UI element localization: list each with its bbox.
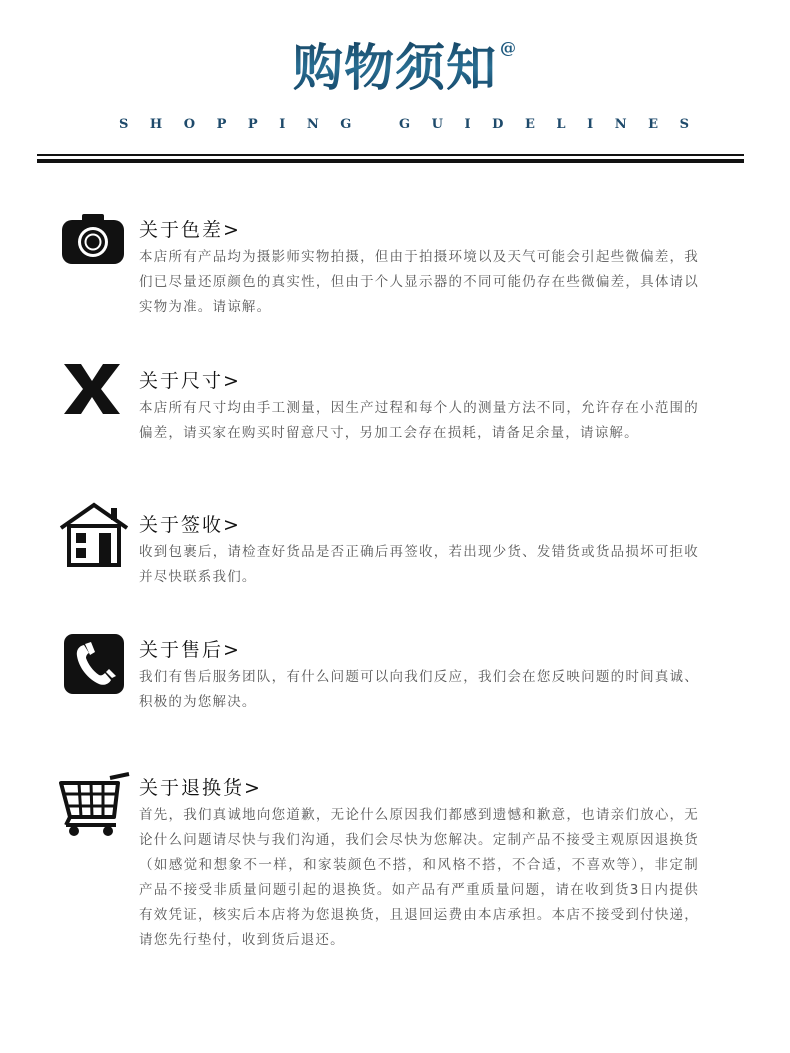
subtitle-letter: U — [431, 117, 443, 132]
subtitle-letter: E — [648, 117, 659, 132]
subtitle-letter: O — [183, 117, 196, 132]
phone-icon — [64, 634, 124, 694]
shopping-cart-icon — [58, 771, 130, 837]
subtitle-letter: D — [492, 117, 504, 132]
subtitle-letter: S — [119, 117, 129, 132]
subtitle-letter: G — [398, 117, 411, 132]
subtitle-spacer — [373, 117, 378, 132]
subtitle-letter: S — [679, 117, 689, 132]
page-subtitle — [119, 117, 689, 132]
section-body: 本店所有产品均为摄影师实物拍摄，但由于拍摄环境以及天气可能会引起些微偏差，我们已尽量还原颜色的真实性，但由于个人显示器的不同可能仍存在些微偏差，具体请以实物为准。请谅解。 — [139, 249, 699, 315]
subtitle-letter: P — [216, 117, 227, 132]
subtitle-letter: I — [279, 117, 286, 132]
section-heading: 关于色差> — [139, 219, 241, 241]
title-mark: @ — [500, 38, 517, 57]
section-body: 我们有售后服务团队，有什么问题可以向我们反应，我们会在您反映问题的时间真诚、积极的为您解决。 — [139, 669, 699, 710]
page-title-text: 购物须知 — [293, 38, 497, 97]
x-mark-icon — [64, 364, 120, 414]
section-body: 首先，我们真诚地向您道歉，无论什么原因我们都感到遗憾和歉意，也请亲们放心，无论什么问题请尽快与我们沟通，我们会尽快为您解决。定制产品不接受主观原因退换货（如感觉和想象不一样，和家装颜色不搭，和风格不搭，不合适，不喜欢等），非定制产品不接受非质量问题引起的退换货。如产品有严重质量问题，请在收到货3日内提供有效凭证，核实后本店将为您退换货，且退回运费由本店承担。本店不接受到付快递，请您先行垫付，收到货后退还。 — [139, 807, 699, 948]
section-body: 收到包裹后，请检查好货品是否正确后再签收，若出现少货、发错货或货品损坏可拒收并尽快联系我们。 — [139, 544, 699, 585]
section-heading: 关于尺寸> — [139, 370, 241, 392]
subtitle-letter: I — [464, 117, 471, 132]
section-heading: 关于售后> — [139, 639, 241, 661]
header-divider-thin — [37, 154, 744, 156]
header-divider-thick — [37, 159, 744, 163]
subtitle-letter: P — [247, 117, 258, 132]
subtitle-letter: G — [340, 117, 352, 132]
page-header — [0, 28, 790, 100]
section-heading: 关于退换货> — [139, 777, 262, 799]
subtitle-letter: L — [556, 117, 566, 132]
page-title — [293, 28, 517, 100]
subtitle-letter: N — [614, 117, 627, 132]
camera-icon — [62, 214, 124, 264]
subtitle-letter: I — [587, 117, 594, 132]
section-body: 本店所有尺寸均由手工测量，因生产过程和每个人的测量方法不同，允许存在小范围的偏差，请买家在购买时留意尺寸，另加工会存在损耗，请备足余量，请谅解。 — [139, 400, 699, 441]
subtitle-letter: H — [149, 117, 163, 132]
section-heading: 关于签收> — [139, 514, 241, 536]
house-icon — [59, 502, 129, 567]
subtitle-letter: N — [306, 117, 319, 132]
subtitle-letter: E — [524, 117, 535, 132]
